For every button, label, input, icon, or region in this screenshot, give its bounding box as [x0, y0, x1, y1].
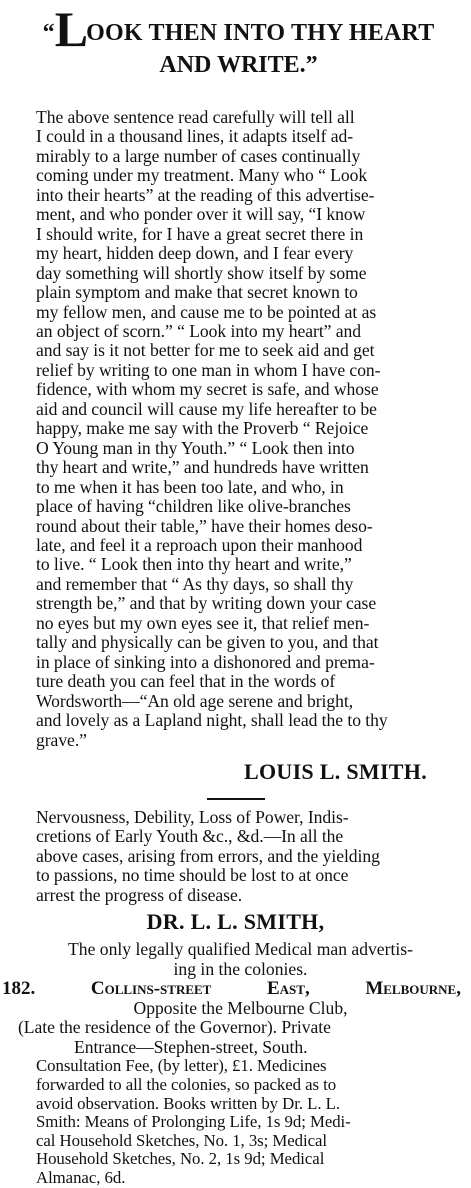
fee-line: Almanac, 6d. — [36, 1167, 126, 1187]
body-line: and lovely as a Lapland night, shall lead the to thy — [36, 710, 388, 731]
address-number: 182. — [2, 978, 36, 1000]
body-line: coming under my treatment. Many who “ Look — [36, 165, 368, 186]
body-line: into their hearts” at the reading of this advertise- — [36, 184, 375, 205]
body-line: and remember that “ As thy days, so shall thy — [36, 573, 354, 594]
address-line — [0, 979, 471, 999]
body-line: fidence, with whom my secret is safe, and whose — [36, 379, 379, 400]
body-line: my heart, hidden deep down, and I fear every — [36, 243, 354, 264]
body-line: plain symptom and make that secret known to — [36, 282, 358, 303]
address-street: Collins-street — [90, 978, 212, 1000]
body-line: O Young man in thy Youth.” “ Look then into — [36, 437, 355, 458]
body-line: ture death you can feel that in the words of — [36, 671, 336, 692]
body-line: mirably to a large number of cases continually — [36, 145, 361, 166]
body-line: round about their table,” have their homes deso- — [36, 515, 373, 536]
body-line: grave.” — [36, 729, 87, 750]
body-line: The above sentence read carefully will tell all — [36, 107, 355, 127]
tagline-line: ing in the colonies. — [173, 958, 308, 979]
headline — [14, 1, 463, 78]
headline-line-1: OOK THEN INTO THY HEART — [86, 20, 435, 46]
body-line: in place of sinking into a dishonored and prema- — [36, 651, 375, 672]
fee-line: cal Household Sketches, No. 1, 3s; Medical — [36, 1130, 328, 1150]
body-line: an object of scorn.” “ Look into my heart” and — [36, 320, 362, 341]
body-line: aid and council will cause my life hereafter to be — [36, 398, 377, 419]
headline-open-quote: “ — [42, 20, 55, 46]
body-line: no eyes but my own eyes see it, that relief men- — [36, 612, 370, 633]
opposite-line: Opposite the Melbourne Club, — [133, 998, 348, 1019]
fee-line: forwarded to all the colonies, so packed as to — [36, 1074, 337, 1094]
fee-line: Smith: Means of Prolonging Life, 1s 9d; Medi- — [36, 1112, 351, 1132]
signature: LOUIS L. SMITH. — [244, 758, 427, 784]
body-line: Wordsworth—“An old age serene and bright, — [36, 690, 354, 711]
divider-rule — [207, 798, 265, 800]
body-line: place of having “children like olive-branches — [36, 496, 351, 517]
body-line: late, and feel it a reproach upon their manhood — [36, 534, 363, 555]
notice-line: cretions of Early Youth &c., &d.—In all the — [36, 826, 344, 847]
fee-paragraph — [0, 1057, 471, 1187]
residence-block — [0, 1018, 471, 1057]
headline-line-2: AND WRITE.” — [159, 52, 318, 78]
body-line: to me when it has been too late, and who, in — [36, 476, 344, 497]
fee-line: Consultation Fee, (by letter), £1. Medicines — [36, 1056, 327, 1076]
body-line: my fellow men, and cause me to be pointed at as — [36, 301, 377, 322]
address-city: Melbourne, — [365, 978, 461, 1000]
body-line: ment, and who ponder over it will say, “I know — [36, 204, 366, 225]
body-line: strength be,” and that by writing down your case — [36, 593, 377, 614]
body-line: happy, make me say with the Proverb “ Rejoice — [36, 418, 369, 439]
doctor-name: DR. L. L. SMITH, — [146, 909, 325, 935]
body-paragraph — [0, 108, 471, 750]
doctor-tagline — [0, 940, 471, 979]
notice-line: to passions, no time should be lost to at once — [36, 865, 349, 886]
body-line: to live. “ Look then into thy heart and write,” — [36, 554, 352, 575]
notice-line: Nervousness, Debility, Loss of Power, Indis- — [36, 806, 349, 827]
drop-cap: L — [54, 1, 89, 57]
body-line: relief by writing to one man in whom I have con- — [36, 359, 381, 380]
body-line: day something will shortly show itself by some — [36, 262, 367, 283]
notice-line: arrest the progress of disease. — [36, 884, 243, 905]
fee-line: avoid observation. Books written by Dr. L. L. — [36, 1093, 340, 1113]
body-line: thy heart and write,” and hundreds have written — [36, 457, 369, 478]
tagline-line: The only legally qualified Medical man advertis- — [68, 939, 413, 960]
address-east: East, — [266, 978, 310, 1000]
body-line: I should write, for I have a great secret there in — [36, 223, 364, 244]
notice-line: above cases, arising from errors, and the yielding — [36, 845, 380, 866]
body-line: and say is it not better for me to seek aid and get — [36, 340, 375, 361]
late-residence-line: (Late the residence of the Governor). Private — [18, 1017, 331, 1038]
entrance-line: Entrance—Stephen-street, South. — [74, 1036, 308, 1057]
fee-line: Household Sketches, No. 2, 1s 9d; Medical — [36, 1149, 325, 1169]
body-line: tally and physically can be given to you, and that — [36, 632, 379, 653]
body-line: I could in a thousand lines, it adapts itself ad- — [36, 126, 354, 147]
notice-paragraph — [0, 808, 471, 905]
